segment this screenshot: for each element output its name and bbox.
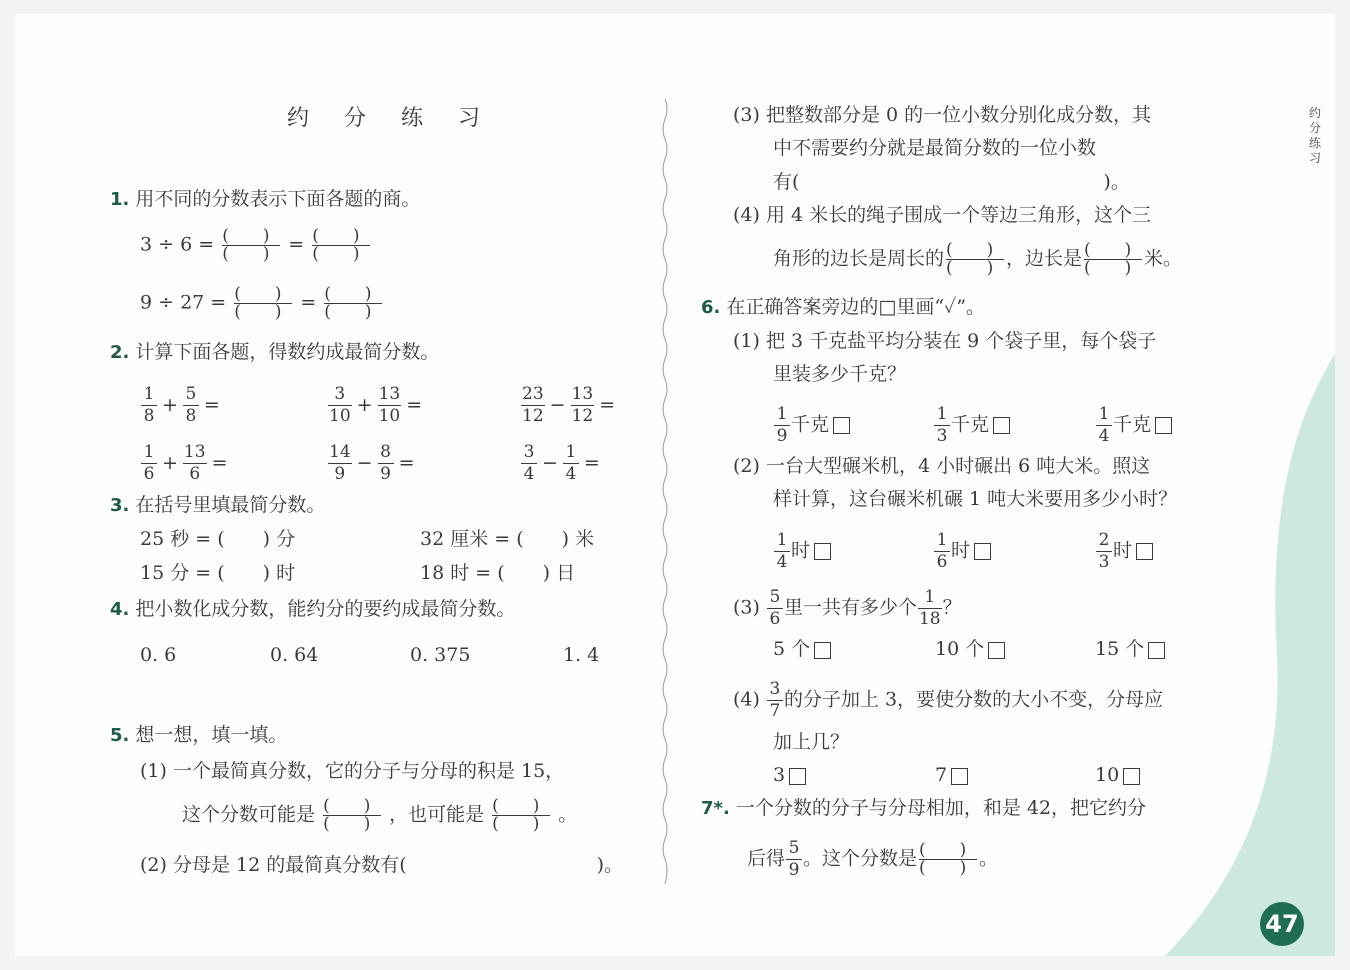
- q6-option[interactable]: 7: [935, 762, 968, 788]
- equals-sign: =: [398, 451, 415, 474]
- q5-part-3-line-3[interactable]: 有( )。: [773, 171, 1130, 193]
- q6-option[interactable]: 15 个: [1095, 636, 1165, 662]
- fraction: $\frac{13}{12}$: [571, 384, 594, 426]
- fraction: $\frac{23}{12}$: [522, 384, 544, 426]
- text: 角形的边长是周长的: [773, 247, 945, 270]
- question-text: 计算下面各题，得数约成最简分数。: [135, 341, 440, 363]
- q5-part-3: (3) 把整数部分是 0 的一位小数分别化成分数，其: [733, 104, 1152, 126]
- fraction: $\frac{2}{3}$: [1096, 532, 1112, 571]
- q1-row-2: [140, 286, 384, 321]
- text: 后得: [747, 847, 786, 870]
- q2-expression[interactable]: [140, 444, 231, 483]
- expression: 3 ÷ 6 =: [140, 233, 215, 256]
- text: ？: [942, 596, 962, 619]
- part-label: (4): [733, 688, 760, 711]
- text: 里一共有多少个: [783, 596, 917, 619]
- question-text: 想一想，填一填。: [135, 724, 288, 746]
- operator: −: [356, 451, 373, 474]
- q6-part-1-line-2: 里装多少千克？: [773, 363, 907, 385]
- q2-expression[interactable]: [327, 386, 426, 425]
- checkbox[interactable]: [814, 642, 831, 659]
- checkbox[interactable]: [1155, 417, 1172, 434]
- checkbox[interactable]: [833, 417, 850, 434]
- fraction: $\frac{5}{6}$: [767, 589, 783, 628]
- column-divider: [660, 99, 670, 884]
- checkbox[interactable]: [814, 543, 831, 560]
- q6-part-4-line-2: 加上几？: [773, 731, 850, 753]
- fraction: $\frac{5}{9}$: [786, 840, 802, 879]
- text: 米。: [1144, 247, 1183, 270]
- page-number-badge: 47: [1260, 902, 1304, 946]
- fraction: $\frac{1}{18}$: [918, 587, 941, 629]
- question-3: [110, 492, 325, 519]
- checkbox[interactable]: [789, 768, 806, 785]
- question-6: [701, 294, 985, 321]
- q6-option[interactable]: [933, 406, 1010, 445]
- fraction: $\frac{3}{4}$: [521, 444, 537, 483]
- checkbox[interactable]: [1136, 543, 1153, 560]
- fraction: $\frac{8}{9}$: [378, 444, 394, 483]
- fraction-blank[interactable]: ( ) ( ): [234, 286, 292, 321]
- equals-sign: =: [300, 291, 317, 314]
- fraction: $\frac{1}{4}$: [1096, 406, 1112, 445]
- checkbox[interactable]: [1123, 768, 1140, 785]
- fraction: $\frac{1}{4}$: [563, 444, 579, 483]
- equals-sign: =: [288, 233, 305, 256]
- unit: 千克: [951, 413, 990, 436]
- checkbox[interactable]: [988, 642, 1005, 659]
- fraction: $\frac{5}{8}$: [183, 386, 199, 425]
- question-5: [110, 722, 287, 749]
- q5-part-3-line-2: 中不需要约分就是最简分数的一位小数: [773, 137, 1097, 159]
- question-number: 4.: [110, 599, 130, 620]
- question-text: 把小数化成分数，能约分的要约成最简分数。: [135, 598, 516, 620]
- q6-option[interactable]: 3: [773, 762, 806, 788]
- part-label: (3): [733, 596, 760, 619]
- equals-sign: =: [599, 393, 616, 416]
- text: 。这个分数是: [803, 847, 918, 870]
- fraction: $\frac{3}{7}$: [767, 681, 783, 720]
- fraction: $\frac{3}{10}$: [329, 384, 351, 426]
- question-1: [110, 186, 420, 213]
- fraction-blank[interactable]: ( ) ( ): [492, 798, 550, 833]
- question-text: 用不同的分数表示下面各题的商。: [135, 188, 421, 210]
- q6-part-3: [733, 589, 962, 628]
- fraction: $\frac{1}{6}$: [934, 532, 950, 571]
- q6-option[interactable]: [773, 532, 831, 571]
- operator: −: [549, 393, 566, 416]
- page-title: 约 分 练 习: [287, 106, 494, 131]
- side-tab-label: 约分练习: [1308, 106, 1321, 165]
- q3-item[interactable]: 15 分 = ( ) 时: [140, 562, 296, 584]
- text: 的分子加上 3，要使分数的大小不变，分母应: [783, 688, 1164, 711]
- question-text: 一个分数的分子与分母相加，和是 42，把它约分: [735, 797, 1147, 819]
- q6-part-2: (2) 一台大型碾米机，4 小时碾出 6 吨大米。照这: [733, 455, 1151, 477]
- q2-expression[interactable]: [520, 386, 619, 425]
- fraction-blank[interactable]: ( ) ( ): [222, 228, 280, 263]
- operator: +: [356, 393, 373, 416]
- fraction-blank[interactable]: ( ) ( ): [323, 798, 381, 833]
- q5-part-1-line-2: [182, 798, 577, 833]
- decimal-item: 1. 4: [563, 644, 600, 666]
- unit: 千克: [791, 413, 830, 436]
- text: ，也可能是: [389, 803, 485, 826]
- q3-item[interactable]: 25 秒 = ( ) 分: [140, 528, 296, 550]
- workbook-page: [15, 14, 1335, 956]
- question-text: 在括号里填最简分数。: [135, 494, 326, 516]
- checkbox[interactable]: [951, 768, 968, 785]
- q2-expression[interactable]: [520, 444, 604, 483]
- question-text: 在正确答案旁边的□里画“✓”。: [726, 296, 986, 318]
- q6-option[interactable]: 10 个: [935, 636, 1005, 662]
- question-number: 6.: [701, 297, 721, 318]
- equals-sign: =: [211, 451, 228, 474]
- decimal-item: 0. 64: [270, 644, 319, 666]
- unit: 时: [1113, 539, 1133, 562]
- equals-sign: =: [583, 451, 600, 474]
- expression: 9 ÷ 27 =: [140, 291, 227, 314]
- text: 。: [558, 803, 578, 826]
- fraction: $\frac{1}{6}$: [141, 444, 157, 483]
- text: 。: [979, 847, 999, 870]
- q3-item[interactable]: 18 时 = ( ) 日: [420, 562, 576, 584]
- question-number: 7*.: [701, 798, 730, 819]
- q3-item[interactable]: 32 厘米 = ( ) 米: [420, 528, 595, 550]
- q5-part-4: (4) 用 4 米长的绳子围成一个等边三角形，这个三: [733, 204, 1152, 226]
- checkbox[interactable]: [993, 417, 1010, 434]
- fraction: $\frac{1}{4}$: [774, 532, 790, 571]
- question-7: [701, 795, 1146, 822]
- fraction: $\frac{1}{9}$: [774, 406, 790, 445]
- decimal-item: 0. 375: [410, 644, 471, 666]
- fraction-blank[interactable]: ( ) ( ): [1084, 242, 1142, 277]
- question-2: [110, 339, 439, 366]
- checkbox[interactable]: [1148, 642, 1165, 659]
- fraction: $\frac{14}{9}$: [329, 442, 351, 484]
- text: 这个分数可能是: [182, 803, 316, 826]
- operator: −: [542, 451, 558, 474]
- operator: +: [162, 451, 178, 474]
- fraction-blank[interactable]: ( ) ( ): [312, 228, 370, 263]
- question-4: [110, 596, 515, 623]
- fraction-blank[interactable]: ( ) ( ): [324, 286, 382, 321]
- q2-expression[interactable]: [140, 386, 224, 425]
- decimal-item: 0. 6: [140, 644, 177, 666]
- text: ，边长是: [1006, 247, 1083, 270]
- question-number: 5.: [110, 725, 130, 746]
- fraction: $\frac{13}{6}$: [183, 442, 206, 484]
- question-number: 3.: [110, 495, 130, 516]
- operator: +: [162, 393, 178, 416]
- q6-part-1: (1) 把 3 千克盐平均分装在 9 个袋子里，每个袋子: [733, 330, 1157, 352]
- fraction-blank[interactable]: ( ) ( ): [919, 842, 977, 877]
- fraction: $\frac{1}{8}$: [141, 386, 157, 425]
- equals-sign: =: [406, 393, 423, 416]
- fraction: $\frac{1}{3}$: [934, 406, 950, 445]
- q1-row-1: [140, 228, 372, 263]
- unit: 时: [791, 539, 811, 562]
- q6-option[interactable]: [1095, 532, 1153, 571]
- question-number: 2.: [110, 342, 130, 363]
- q5-part-2[interactable]: (2) 分母是 12 的最简真分数有( )。: [140, 854, 624, 876]
- equals-sign: =: [203, 393, 220, 416]
- q5-part-1: (1) 一个最简真分数，它的分子与分母的积是 15，: [140, 760, 565, 782]
- q6-option[interactable]: [1095, 406, 1172, 445]
- q6-option[interactable]: [773, 406, 850, 445]
- unit: 时: [951, 539, 971, 562]
- fraction: $\frac{13}{10}$: [378, 384, 401, 426]
- q6-option[interactable]: 10: [1095, 762, 1140, 788]
- checkbox[interactable]: [974, 543, 991, 560]
- q6-part-2-line-2: 样计算，这台碾米机碾 1 吨大米要用多少小时？: [773, 488, 1178, 510]
- fraction-blank[interactable]: ( ) ( ): [946, 242, 1004, 277]
- q6-option[interactable]: [933, 532, 991, 571]
- unit: 千克: [1113, 413, 1152, 436]
- q2-expression[interactable]: [327, 444, 418, 483]
- q6-part-4: [733, 681, 1163, 720]
- q5-part-4-line-2: [773, 242, 1182, 277]
- q6-option[interactable]: 5 个: [773, 636, 831, 662]
- question-number: 1.: [110, 189, 130, 210]
- q7-line-2: [747, 840, 998, 879]
